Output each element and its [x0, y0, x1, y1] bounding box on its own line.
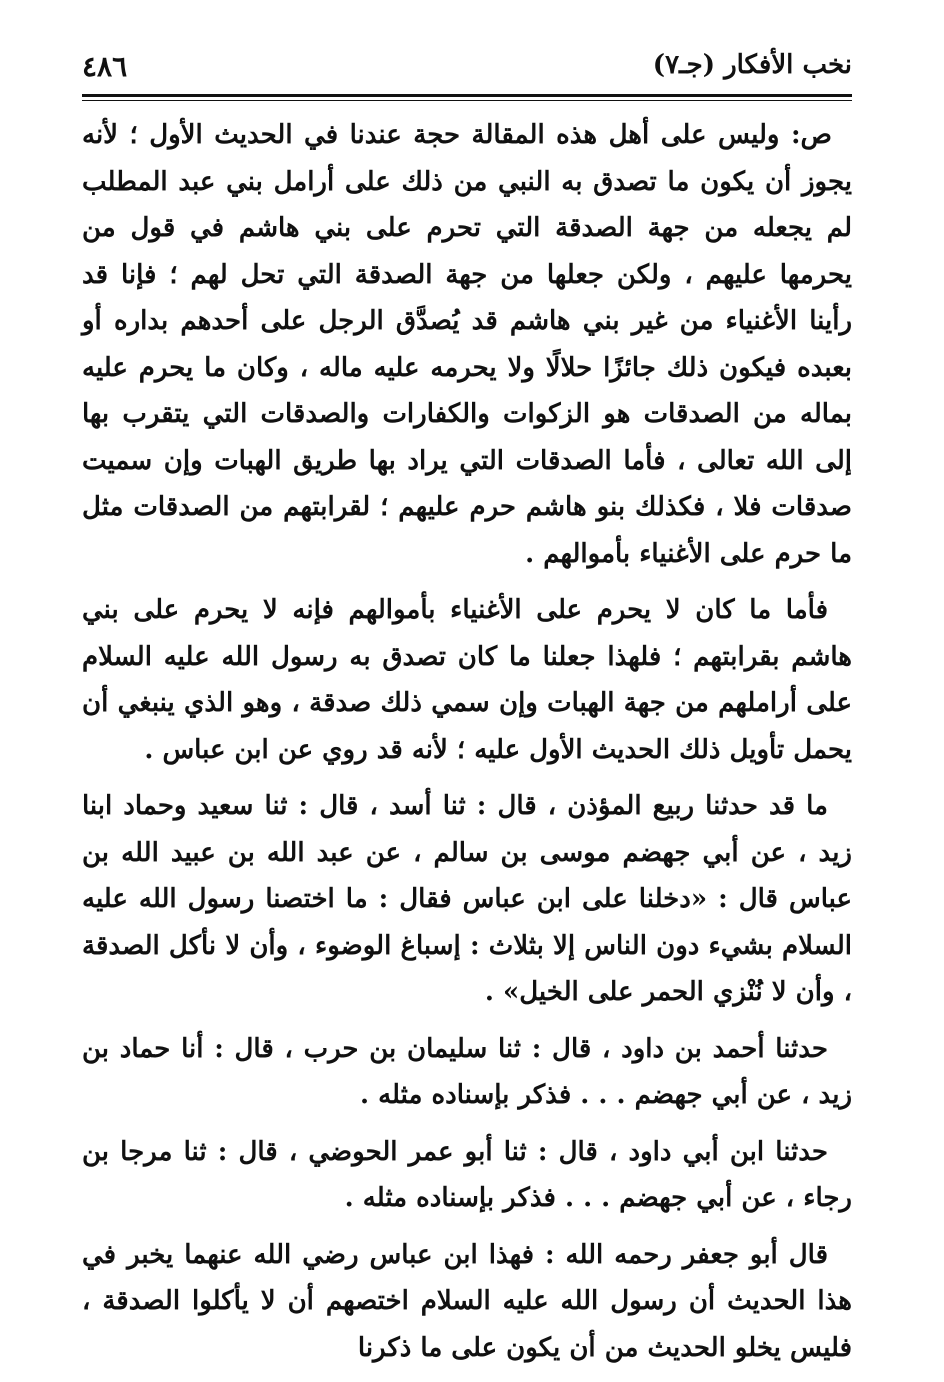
- paragraph-4: حدثنا أحمد بن داود ، قال : ثنا سليمان بن حرب ، قال : أنا حماد بن زيد ، عن أبي جهضم . . . فذكر بإسناده مثله .: [82, 1033, 852, 1110]
- paragraph-1: ص: وليس على أهل هذه المقالة حجة عندنا في الحديث الأول ؛ لأنه يجوز أن يكون ما تصدق به النبي من ذلك على أرامل بني عبد المطلب لم يجعله من جهة الصدقة التي تحرم على بني هاشم في قول من يحرمها عليهم ، ولكن جعلها من جهة الصدقة التي تحل لهم ؛ فإنا قد رأينا الأغنياء من غير بني هاشم قد يُصدَّق الرجل على أحدهم بداره أو بعبده فيكون ذلك جائزًا حلالًا ولا يحرمه عليه ماله ، وكان ما يحرم عليه بماله من الصدقات هو الزكوات والكفارات والصدقات التي يتقرب بها إلى الله تعالى ، فأما الصدقات التي يراد بها طريق الهبات وإن سميت صدقات فلا ، فكذلك بنو هاشم حرم عليهم ؛ لقرابتهم من الصدقات مثل ما حرم على الأغنياء بأموالهم .: [82, 120, 852, 569]
- paragraph-5: حدثنا ابن أبي داود ، قال : ثنا أبو عمر الحوضي ، قال : ثنا مرجا بن رجاء ، عن أبي جهضم . . . فذكر بإسناده مثله .: [82, 1136, 852, 1213]
- header-rule-thin: [82, 100, 852, 101]
- page-header: [82, 46, 852, 90]
- page-number: ٤٨٦: [82, 50, 128, 83]
- body-text: [82, 112, 852, 1381]
- paragraph-2: فأما ما كان لا يحرم على الأغنياء بأموالهم فإنه لا يحرم على بني هاشم بقرابتهم ؛ فلهذا جعلنا ما كان تصدق به رسول الله عليه السلام على أراملهم من جهة الهبات وإن سمي ذلك صدقة ، وهو الذي ينبغي أن يحمل تأويل ذلك الحديث الأول عليه ؛ لأنه قد روي عن ابن عباس .: [82, 595, 852, 765]
- paragraph-6: قال أبو جعفر رحمه الله : فهذا ابن عباس رضي الله عنهما يخبر في هذا الحديث أن رسول الله عليه السلام اختصهم أن لا يأكلوا الصدقة ، فليس يخلو الحديث من أن يكون على ما ذكرنا: [82, 1239, 852, 1363]
- book-page: [82, 46, 852, 1363]
- running-title: نخب الأفكار (جـ٧): [652, 50, 852, 80]
- paragraph-3: ما قد حدثنا ربيع المؤذن ، قال : ثنا أسد ، قال : ثنا سعيد وحماد ابنا زيد ، عن أبي جهضم موسى بن سالم ، عن عبد الله بن عبيد الله بن عباس قال : «دخلنا على ابن عباس فقال : ما اختصنا رسول الله عليه السلام بشيء دون الناس إلا بثلاث : إسباغ الوضوء ، وأن لا نأكل الصدقة ، وأن لا نُنْزي الحمر على الخيل» .: [82, 791, 852, 1007]
- header-rule-thick: [82, 94, 852, 97]
